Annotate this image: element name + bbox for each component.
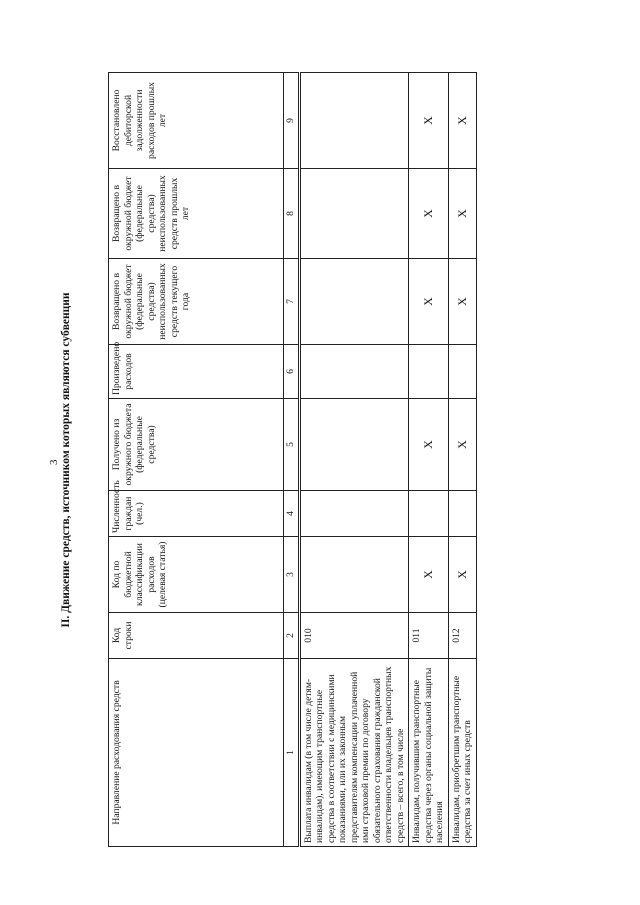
table-row xyxy=(448,73,476,847)
table-cell: X xyxy=(409,399,449,491)
column-number: 3 xyxy=(284,537,300,613)
row-label: Инвалидам, приобретшим транспортные средства за счет иных средств xyxy=(448,659,476,847)
column-header: Численность граждан (чел.) xyxy=(109,491,284,537)
row-code: 012 xyxy=(448,613,476,659)
column-number: 9 xyxy=(284,73,300,169)
table-row xyxy=(299,73,409,847)
table-cell: X xyxy=(448,259,476,345)
subvention-table xyxy=(108,72,477,847)
table-cell: X xyxy=(409,73,449,169)
row-code: 010 xyxy=(299,613,409,659)
row-label: Выплата инвалидам (в том числе детям-инвалидам), имеющим транспортные средства в соответствии с медицинскими показаниями, или их законным представителям компенсации уплаченной ими страховой премии по договору обязательного страхования гражданской ответственности владельцев транспортных средств – всего, в том числе xyxy=(299,659,409,847)
table-cell xyxy=(448,345,476,399)
column-number: 1 xyxy=(284,659,300,847)
column-number: 6 xyxy=(284,345,300,399)
column-header: Возвращено в окружной бюджет (федеральные средства) неиспользованных средств прошлых лет xyxy=(109,169,284,259)
row-label: Инвалидам, получившим транспортные средства через органы социальной защиты населения xyxy=(409,659,449,847)
table-cell xyxy=(299,537,409,613)
section-title: II. Движение средств, источником которых являются субвенции xyxy=(60,292,72,628)
row-code: 011 xyxy=(409,613,449,659)
column-number: 7 xyxy=(284,259,300,345)
table-cell xyxy=(299,259,409,345)
table-cell: X xyxy=(448,73,476,169)
column-header: Код строки xyxy=(109,613,284,659)
table-cell: X xyxy=(448,399,476,491)
table-cell: X xyxy=(448,537,476,613)
table-cell: X xyxy=(409,259,449,345)
table-cell xyxy=(409,345,449,399)
column-header: Получено из окружного бюджета (федеральные средства) xyxy=(109,399,284,491)
table-cell: X xyxy=(448,169,476,259)
column-number: 4 xyxy=(284,491,300,537)
column-number: 2 xyxy=(284,613,300,659)
table-row xyxy=(409,73,449,847)
column-header: Восстановлено дебиторской задолженности расходов прошлых лет xyxy=(109,73,284,169)
column-number: 5 xyxy=(284,399,300,491)
table-cell xyxy=(299,491,409,537)
table-cell xyxy=(299,169,409,259)
table-cell xyxy=(299,73,409,169)
page-number: 3 xyxy=(48,459,60,465)
table-cell xyxy=(299,345,409,399)
table-cell xyxy=(299,399,409,491)
table-cell xyxy=(448,491,476,537)
column-number-row xyxy=(284,73,300,847)
table-cell xyxy=(409,491,449,537)
column-header: Произведено расходов xyxy=(109,345,284,399)
column-header: Возвращено в окружной бюджет (федеральные средства) неиспользованных средств текущего года xyxy=(109,259,284,345)
column-header: Код по бюджетной классификации расходов (целевая статья) xyxy=(109,537,284,613)
header-row xyxy=(109,73,284,847)
column-number: 8 xyxy=(284,169,300,259)
column-header: Направление расходования средств xyxy=(109,659,284,847)
table-cell: X xyxy=(409,169,449,259)
table-cell: X xyxy=(409,537,449,613)
